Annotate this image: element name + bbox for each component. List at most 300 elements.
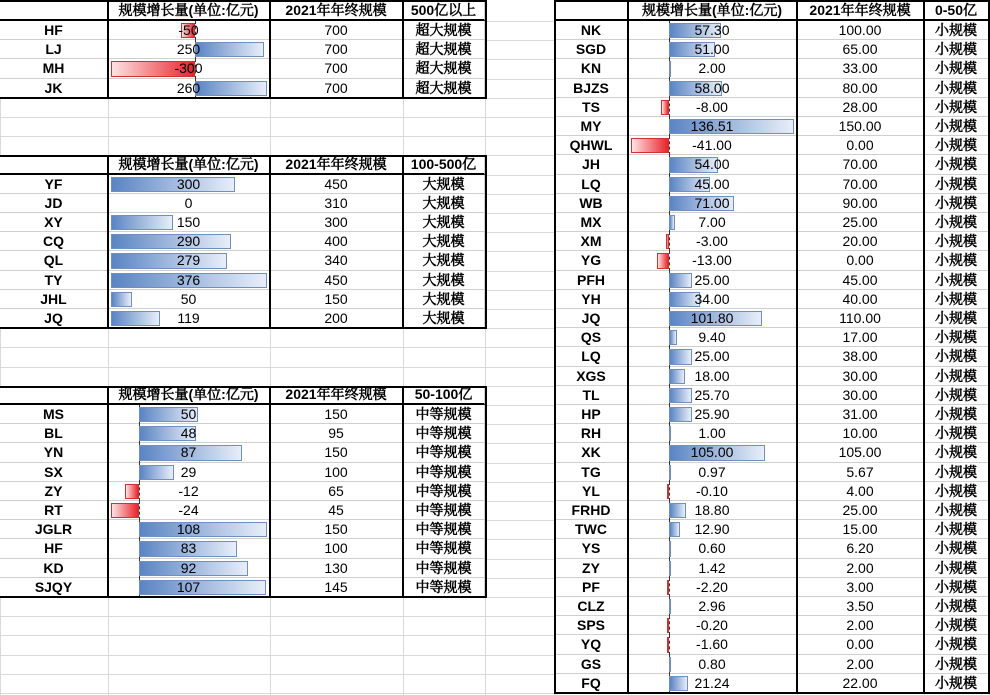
scale-category[interactable]: 大规模 (403, 232, 485, 251)
growth-cell[interactable] (628, 674, 797, 693)
fund-name[interactable]: JHL (0, 290, 108, 309)
growth-cell[interactable] (628, 309, 797, 328)
growth-value: 108 (176, 521, 201, 538)
growth-cell[interactable] (628, 213, 797, 232)
growth-value: 1.00 (698, 425, 726, 442)
year-end-scale[interactable]: 100 (270, 463, 403, 482)
scale-category[interactable]: 小规模 (924, 21, 989, 40)
fund-name[interactable]: JD (0, 194, 108, 213)
column-header: 2021年年终规模 (797, 0, 924, 21)
fund-name[interactable]: RH (555, 424, 628, 443)
fund-name[interactable]: XM (555, 232, 628, 251)
data-bar (195, 42, 265, 57)
fund-name[interactable]: SPS (555, 616, 628, 635)
data-bar (669, 407, 693, 422)
growth-cell[interactable] (628, 21, 797, 40)
growth-cell[interactable] (108, 309, 270, 328)
scale-category[interactable]: 小规模 (924, 213, 989, 232)
fund-name[interactable]: YN (0, 443, 108, 462)
scale-category[interactable]: 小规模 (924, 482, 989, 501)
scale-category[interactable]: 小规模 (924, 347, 989, 366)
scale-category[interactable]: 小规模 (924, 194, 989, 213)
year-end-scale[interactable]: 110.00 (797, 309, 924, 328)
year-end-scale[interactable]: 65 (270, 482, 403, 501)
growth-cell[interactable] (628, 79, 797, 98)
scale-category[interactable]: 超大规模 (403, 21, 485, 40)
fund-name[interactable]: NK (555, 21, 628, 40)
scale-category[interactable]: 小规模 (924, 328, 989, 347)
year-end-scale[interactable]: 30.00 (797, 386, 924, 405)
scale-category[interactable]: 小规模 (924, 79, 989, 98)
scale-category[interactable]: 中等规模 (403, 463, 485, 482)
fund-name[interactable]: PF (555, 578, 628, 597)
scale-category[interactable]: 大规模 (403, 251, 485, 270)
fund-name[interactable]: KD (0, 559, 108, 578)
year-end-scale[interactable]: 40.00 (797, 290, 924, 309)
growth-cell[interactable] (628, 290, 797, 309)
scale-category[interactable]: 小规模 (924, 443, 989, 462)
scale-category[interactable]: 小规模 (924, 271, 989, 290)
growth-cell[interactable] (628, 635, 797, 654)
year-end-scale[interactable]: 22.00 (797, 674, 924, 693)
year-end-scale[interactable]: 17.00 (797, 328, 924, 347)
data-bar (669, 676, 689, 691)
fund-name[interactable]: MS (0, 405, 108, 424)
growth-value: 48 (180, 425, 197, 442)
column-divider (107, 155, 109, 328)
growth-cell[interactable] (628, 271, 797, 290)
fund-name[interactable]: SGD (555, 40, 628, 59)
scale-category[interactable]: 大规模 (403, 290, 485, 309)
scale-category[interactable]: 大规模 (403, 213, 485, 232)
data-bar (669, 522, 681, 537)
year-end-scale[interactable]: 3.50 (797, 597, 924, 616)
year-end-scale[interactable]: 6.20 (797, 539, 924, 558)
data-bar (139, 465, 173, 480)
growth-cell[interactable] (108, 578, 270, 597)
year-end-scale[interactable]: 105.00 (797, 443, 924, 462)
growth-cell[interactable] (628, 520, 797, 539)
growth-value: 21.24 (694, 674, 730, 691)
bar-axis (669, 578, 670, 597)
year-end-scale[interactable]: 2.00 (797, 616, 924, 635)
fund-name[interactable]: MH (0, 59, 108, 78)
bar-axis (139, 501, 140, 520)
growth-value: 290 (176, 233, 201, 250)
year-end-scale[interactable]: 4.00 (797, 482, 924, 501)
fund-name[interactable]: HF (0, 539, 108, 558)
growth-cell[interactable] (108, 40, 270, 59)
fund-name[interactable]: JK (0, 79, 108, 98)
data-bar (669, 599, 672, 614)
growth-value: 1.42 (698, 559, 726, 576)
growth-value: -300 (174, 60, 203, 77)
growth-cell[interactable] (108, 482, 270, 501)
fund-name[interactable]: YL (555, 482, 628, 501)
growth-value: -3.00 (696, 233, 728, 250)
year-end-scale[interactable]: 700 (270, 59, 403, 78)
growth-cell[interactable] (628, 117, 797, 136)
scale-category[interactable]: 小规模 (924, 616, 989, 635)
scale-category[interactable]: 中等规模 (403, 539, 485, 558)
fund-name[interactable]: QHWL (555, 136, 628, 155)
data-bar (669, 426, 671, 441)
year-end-scale[interactable]: 15.00 (797, 520, 924, 539)
scale-category[interactable]: 小规模 (924, 309, 989, 328)
growth-cell[interactable] (628, 597, 797, 616)
fund-name[interactable]: YG (555, 251, 628, 270)
growth-cell[interactable] (108, 21, 270, 40)
year-end-scale[interactable]: 450 (270, 175, 403, 194)
growth-cell[interactable] (628, 482, 797, 501)
fund-name[interactable]: SX (0, 463, 108, 482)
year-end-scale[interactable]: 20.00 (797, 232, 924, 251)
data-bar (139, 580, 265, 595)
scale-category[interactable]: 中等规模 (403, 443, 485, 462)
year-end-scale[interactable]: 38.00 (797, 347, 924, 366)
scale-category[interactable]: 中等规模 (403, 405, 485, 424)
growth-cell[interactable] (108, 175, 270, 194)
year-end-scale[interactable]: 145 (270, 578, 403, 597)
growth-cell[interactable] (628, 616, 797, 635)
fund-name[interactable]: CQ (0, 232, 108, 251)
growth-value: 58.00 (694, 79, 730, 96)
fund-name[interactable]: QS (555, 328, 628, 347)
growth-cell[interactable] (628, 59, 797, 78)
growth-cell[interactable] (628, 232, 797, 251)
scale-category[interactable]: 中等规模 (403, 501, 485, 520)
scale-category[interactable]: 小规模 (924, 386, 989, 405)
fund-name[interactable]: CLZ (555, 597, 628, 616)
growth-value: 50 (180, 290, 197, 307)
scale-category[interactable]: 小规模 (924, 59, 989, 78)
fund-name[interactable]: YS (555, 539, 628, 558)
data-bar (111, 177, 235, 192)
growth-cell[interactable] (628, 155, 797, 174)
data-bar (111, 503, 139, 518)
year-end-scale[interactable]: 33.00 (797, 59, 924, 78)
scale-category[interactable]: 小规模 (924, 520, 989, 539)
growth-cell[interactable] (628, 501, 797, 520)
growth-value: 54.00 (694, 156, 730, 173)
scale-category[interactable]: 超大规模 (403, 40, 485, 59)
year-end-scale[interactable]: 0.00 (797, 635, 924, 654)
scale-category[interactable]: 小规模 (924, 597, 989, 616)
year-end-scale[interactable]: 450 (270, 271, 403, 290)
growth-value: 0.97 (698, 463, 726, 480)
year-end-scale[interactable]: 150 (270, 290, 403, 309)
scale-category[interactable]: 小规模 (924, 539, 989, 558)
data-bar (669, 388, 693, 403)
fund-name[interactable]: LQ (555, 347, 628, 366)
growth-cell[interactable] (628, 136, 797, 155)
year-end-scale[interactable]: 2.00 (797, 655, 924, 674)
fund-name[interactable]: XY (0, 213, 108, 232)
scale-category[interactable]: 中等规模 (403, 424, 485, 443)
growth-cell[interactable] (628, 328, 797, 347)
data-bar (669, 541, 671, 556)
growth-cell[interactable] (108, 290, 270, 309)
scale-category[interactable]: 小规模 (924, 463, 989, 482)
scale-category[interactable]: 小规模 (924, 674, 989, 693)
data-bar (669, 330, 678, 345)
scale-category[interactable]: 小规模 (924, 155, 989, 174)
year-end-scale[interactable]: 28.00 (797, 98, 924, 117)
fund-name[interactable]: JH (555, 155, 628, 174)
fund-name[interactable]: LQ (555, 175, 628, 194)
fund-name[interactable]: FRHD (555, 501, 628, 520)
growth-cell[interactable] (628, 175, 797, 194)
year-end-scale[interactable]: 400 (270, 232, 403, 251)
growth-cell[interactable] (108, 213, 270, 232)
growth-cell[interactable] (108, 559, 270, 578)
scale-category[interactable]: 中等规模 (403, 559, 485, 578)
year-end-scale[interactable]: 25.00 (797, 501, 924, 520)
growth-cell[interactable] (628, 539, 797, 558)
data-bar (111, 234, 231, 249)
year-end-scale[interactable]: 700 (270, 40, 403, 59)
fund-name[interactable]: TS (555, 98, 628, 117)
column-divider (107, 0, 109, 98)
growth-cell[interactable] (628, 347, 797, 366)
fund-name[interactable]: WB (555, 194, 628, 213)
data-bar (669, 349, 692, 364)
scale-category[interactable]: 小规模 (924, 578, 989, 597)
year-end-scale[interactable]: 90.00 (797, 194, 924, 213)
year-end-scale[interactable]: 70.00 (797, 175, 924, 194)
growth-value: 18.80 (694, 502, 730, 519)
data-bar (111, 253, 227, 268)
year-end-scale[interactable]: 310 (270, 194, 403, 213)
year-end-scale[interactable]: 65.00 (797, 40, 924, 59)
growth-cell[interactable] (108, 405, 270, 424)
fund-name[interactable]: TG (555, 463, 628, 482)
growth-value: 7.00 (698, 214, 726, 231)
growth-cell[interactable] (628, 251, 797, 270)
growth-value: 29 (180, 463, 197, 480)
fund-name[interactable]: TY (0, 271, 108, 290)
year-end-scale[interactable]: 10.00 (797, 424, 924, 443)
growth-cell[interactable] (628, 405, 797, 424)
fund-name[interactable]: BJZS (555, 79, 628, 98)
scale-category[interactable]: 超大规模 (403, 59, 485, 78)
growth-cell[interactable] (108, 539, 270, 558)
growth-cell[interactable] (628, 98, 797, 117)
scale-category[interactable]: 小规模 (924, 559, 989, 578)
year-end-scale[interactable]: 700 (270, 79, 403, 98)
fund-name[interactable]: LJ (0, 40, 108, 59)
data-bar (195, 81, 267, 96)
fund-name[interactable]: ZY (555, 559, 628, 578)
year-end-scale[interactable]: 80.00 (797, 79, 924, 98)
column-header: 0-50亿 (924, 0, 989, 21)
growth-value: 12.90 (694, 521, 730, 538)
growth-cell[interactable] (628, 424, 797, 443)
scale-category[interactable]: 小规模 (924, 424, 989, 443)
growth-cell[interactable] (628, 443, 797, 462)
year-end-scale[interactable]: 31.00 (797, 405, 924, 424)
fund-name[interactable]: QL (0, 251, 108, 270)
year-end-scale[interactable]: 130 (270, 559, 403, 578)
data-bar (661, 100, 668, 115)
year-end-scale[interactable]: 700 (270, 21, 403, 40)
data-bar (139, 522, 267, 537)
year-end-scale[interactable]: 0.00 (797, 251, 924, 270)
scale-category[interactable]: 小规模 (924, 232, 989, 251)
growth-value: 136.51 (690, 118, 734, 135)
scale-category[interactable]: 小规模 (924, 98, 989, 117)
growth-value: 150 (176, 214, 201, 231)
scale-category[interactable]: 小规模 (924, 655, 989, 674)
scale-category[interactable]: 大规模 (403, 309, 485, 328)
scale-category[interactable]: 小规模 (924, 251, 989, 270)
year-end-scale[interactable]: 0.00 (797, 136, 924, 155)
fund-name[interactable]: XGS (555, 367, 628, 386)
growth-cell[interactable] (108, 271, 270, 290)
year-end-scale[interactable]: 25.00 (797, 213, 924, 232)
year-end-scale[interactable]: 100.00 (797, 21, 924, 40)
year-end-scale[interactable]: 150 (270, 443, 403, 462)
column-divider (107, 386, 109, 597)
scale-category[interactable]: 中等规模 (403, 482, 485, 501)
scale-category[interactable]: 大规模 (403, 175, 485, 194)
growth-value: 9.40 (698, 329, 726, 346)
scale-category[interactable]: 小规模 (924, 635, 989, 654)
growth-cell[interactable] (108, 194, 270, 213)
column-header: 规模增长量(单位:亿元) (108, 0, 270, 21)
bar-axis (669, 98, 670, 117)
column-divider (627, 0, 629, 693)
year-end-scale[interactable]: 45.00 (797, 271, 924, 290)
growth-value: 87 (180, 444, 197, 461)
growth-cell[interactable] (108, 79, 270, 98)
growth-cell[interactable] (108, 251, 270, 270)
scale-category[interactable]: 超大规模 (403, 79, 485, 98)
fund-name[interactable]: TL (555, 386, 628, 405)
fund-name[interactable]: ZY (0, 482, 108, 501)
scale-category[interactable]: 大规模 (403, 271, 485, 290)
fund-name[interactable]: JQ (555, 309, 628, 328)
column-header: 100-500亿 (403, 155, 485, 174)
growth-value: 101.80 (690, 310, 734, 327)
data-bar (111, 311, 160, 326)
growth-cell[interactable] (628, 578, 797, 597)
column-header: 50-100亿 (403, 386, 485, 405)
year-end-scale[interactable]: 150.00 (797, 117, 924, 136)
fund-name[interactable]: HP (555, 405, 628, 424)
fund-name[interactable]: BL (0, 424, 108, 443)
growth-value: 300 (176, 175, 201, 192)
growth-value: -50 (178, 22, 199, 39)
year-end-scale[interactable]: 2.00 (797, 559, 924, 578)
fund-name[interactable]: PFH (555, 271, 628, 290)
fund-name[interactable]: YQ (555, 635, 628, 654)
fund-name[interactable]: RT (0, 501, 108, 520)
growth-cell[interactable] (628, 194, 797, 213)
year-end-scale[interactable]: 340 (270, 251, 403, 270)
growth-value: 83 (180, 540, 197, 557)
fund-name[interactable]: SJQY (0, 578, 108, 597)
growth-cell[interactable] (628, 559, 797, 578)
growth-value: -0.10 (696, 482, 728, 499)
fund-name[interactable]: YF (0, 175, 108, 194)
data-bar (669, 273, 692, 288)
growth-cell[interactable] (108, 232, 270, 251)
fund-name[interactable]: MX (555, 213, 628, 232)
fund-name[interactable]: JGLR (0, 520, 108, 539)
year-end-scale[interactable]: 300 (270, 213, 403, 232)
scale-category[interactable]: 小规模 (924, 290, 989, 309)
growth-value: 2.00 (698, 60, 726, 77)
year-end-scale[interactable]: 95 (270, 424, 403, 443)
growth-cell[interactable] (628, 463, 797, 482)
growth-cell[interactable] (108, 424, 270, 443)
year-end-scale[interactable]: 150 (270, 405, 403, 424)
fund-name[interactable]: YH (555, 290, 628, 309)
scale-category[interactable]: 小规模 (924, 405, 989, 424)
growth-cell[interactable] (628, 40, 797, 59)
growth-value: 0.60 (698, 540, 726, 557)
year-end-scale[interactable]: 100 (270, 539, 403, 558)
growth-cell[interactable] (108, 443, 270, 462)
fund-name[interactable]: GS (555, 655, 628, 674)
fund-name[interactable]: XK (555, 443, 628, 462)
growth-cell[interactable] (108, 501, 270, 520)
bar-axis (669, 482, 670, 501)
growth-cell[interactable] (628, 386, 797, 405)
growth-cell[interactable] (108, 59, 270, 78)
scale-category[interactable]: 小规模 (924, 117, 989, 136)
data-bar (669, 561, 671, 576)
scale-category[interactable]: 小规模 (924, 136, 989, 155)
scale-category[interactable]: 小规模 (924, 40, 989, 59)
column-divider (269, 155, 271, 328)
year-end-scale[interactable]: 5.67 (797, 463, 924, 482)
data-bar (669, 657, 671, 672)
gridline-horizontal (0, 693, 990, 694)
growth-value: 250 (176, 41, 201, 58)
scale-category[interactable]: 中等规模 (403, 578, 485, 597)
bar-axis (669, 232, 670, 251)
growth-value: 51.00 (694, 41, 730, 58)
growth-cell[interactable] (628, 367, 797, 386)
bar-axis (669, 635, 670, 654)
scale-category[interactable]: 中等规模 (403, 520, 485, 539)
data-bar (669, 503, 686, 518)
fund-name[interactable]: FQ (555, 674, 628, 693)
data-bar (657, 253, 669, 268)
year-end-scale[interactable]: 3.00 (797, 578, 924, 597)
scale-category[interactable]: 大规模 (403, 194, 485, 213)
scale-category[interactable]: 小规模 (924, 367, 989, 386)
scale-category[interactable]: 小规模 (924, 501, 989, 520)
growth-cell[interactable] (108, 463, 270, 482)
year-end-scale[interactable]: 30.00 (797, 367, 924, 386)
fund-name[interactable]: KN (555, 59, 628, 78)
fund-name[interactable]: JQ (0, 309, 108, 328)
year-end-scale[interactable]: 70.00 (797, 155, 924, 174)
growth-cell[interactable] (108, 520, 270, 539)
year-end-scale[interactable]: 150 (270, 520, 403, 539)
fund-name[interactable]: TWC (555, 520, 628, 539)
growth-cell[interactable] (628, 655, 797, 674)
year-end-scale[interactable]: 200 (270, 309, 403, 328)
column-header: 2021年年终规模 (270, 386, 403, 405)
scale-category[interactable]: 小规模 (924, 175, 989, 194)
fund-name[interactable]: HF (0, 21, 108, 40)
fund-name[interactable]: MY (555, 117, 628, 136)
year-end-scale[interactable]: 45 (270, 501, 403, 520)
